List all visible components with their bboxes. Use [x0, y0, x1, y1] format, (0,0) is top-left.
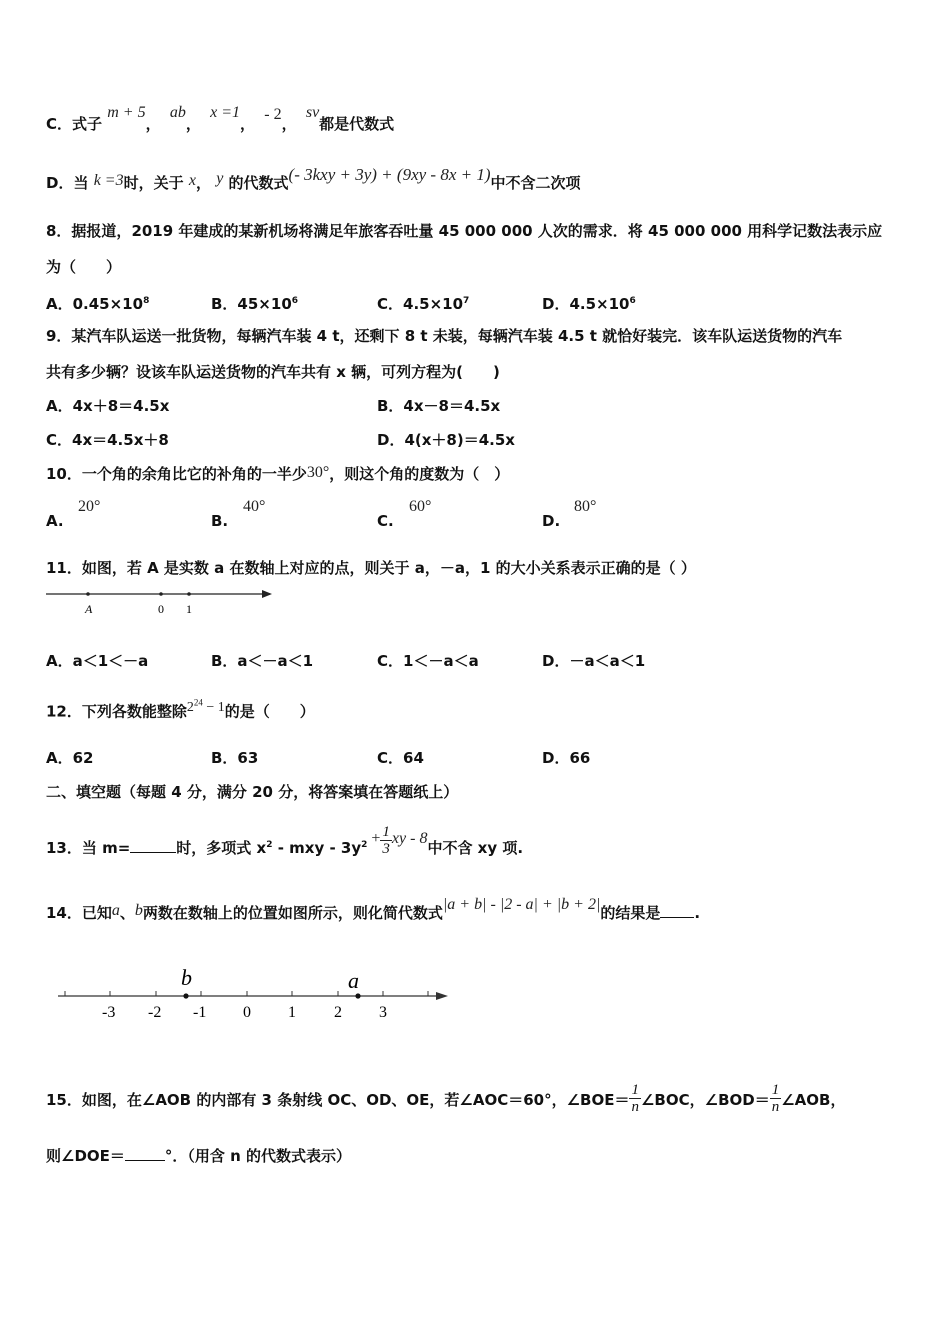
- sep: ，: [145, 115, 161, 133]
- q12-option-c: C．64: [377, 749, 424, 767]
- q12-exp: 24: [193, 697, 203, 707]
- expr-x-eq-1: x =1: [210, 104, 241, 121]
- q8-option-d-exp: 6: [629, 296, 636, 306]
- q10-angle: 30°: [306, 464, 330, 481]
- q10-suffix: ，则这个角的度数为（ ）: [329, 465, 510, 483]
- q14-sep: 、: [119, 904, 135, 922]
- expr-k-eq-3: k =3: [93, 172, 124, 189]
- q8-line2: 为（ ）: [46, 258, 122, 276]
- q13-mid: 时，多项式 x: [176, 839, 267, 857]
- q15-frac2-den: n: [771, 1099, 780, 1115]
- q7-c-prefix: C．式子: [46, 115, 103, 133]
- q8-option-b: [211, 291, 298, 314]
- axis-arrow: [262, 590, 272, 598]
- q14-stem: [46, 896, 701, 924]
- q8-option-d: [542, 291, 636, 314]
- q9-option-a: A．4x＋8＝4.5x: [46, 397, 170, 415]
- q10-option-a-value: 20°: [78, 498, 101, 515]
- q10-option-b-value: 40°: [243, 498, 266, 515]
- point-0-dot: [159, 592, 163, 596]
- q8-option-a-exp: 8: [143, 296, 150, 306]
- q15-line1a: 15．如图，在∠AOB 的内部有 3 条射线 OC、OD、OE，若∠AOC＝60°，∠BOE＝: [46, 1091, 630, 1109]
- q15-line2b: °．（用含 n 的代数式表示）: [164, 1147, 352, 1165]
- q13-plus: +: [367, 830, 381, 847]
- q10-option-a-label: A.: [46, 512, 64, 530]
- point-1-dot: [187, 592, 191, 596]
- q8-option-c: [377, 291, 469, 314]
- q10-option-d-value: 80°: [574, 498, 597, 515]
- q9-option-d: D．4(x＋8)＝4.5x: [377, 431, 515, 449]
- point-0-label: 0: [158, 602, 164, 616]
- q10-option-d-label: D.: [542, 512, 561, 530]
- expr-m-plus-5: m + 5: [107, 104, 146, 121]
- tick-label-0: 0: [243, 1004, 251, 1021]
- expr-x: x: [188, 172, 196, 189]
- expr-y: y: [216, 170, 224, 187]
- q15-line2a: 则∠DOE＝: [46, 1147, 125, 1165]
- q8-option-b-label: B．45×10: [211, 295, 292, 313]
- q11-number-line: [46, 584, 276, 620]
- tick-label-1: 1: [288, 1004, 296, 1021]
- expr-minus-2: - 2: [264, 106, 282, 123]
- q11-option-c: C．1＜－a＜a: [377, 652, 479, 670]
- q15-fraction-1: [629, 1082, 641, 1115]
- point-a-dot: [355, 993, 360, 998]
- point-1-label: 1: [186, 602, 192, 616]
- tick-label-minus-2: -2: [148, 1004, 162, 1021]
- q15-fraction-2: [770, 1082, 782, 1115]
- q10-stem: [46, 464, 509, 485]
- q9-option-c: C．4x＝4.5x＋8: [46, 431, 169, 449]
- q13-mid2: - mxy - 3y: [272, 839, 362, 857]
- q8-line1: 8．据报道，2019 年建成的某新机场将满足年旅客吞吐量 45 000 000 人次的需求．将 45 000 000 用科学记数法表示应: [46, 222, 883, 240]
- point-b-label: b: [181, 965, 192, 990]
- q13-sq2: 2: [361, 840, 368, 850]
- q12-base: 2: [186, 699, 194, 715]
- q12-option-d: D．66: [542, 749, 591, 767]
- q13-tail: xy - 8: [391, 830, 428, 847]
- q13-answer-blank[interactable]: [130, 838, 176, 853]
- q15-frac1-num: 1: [631, 1082, 639, 1098]
- q8-option-a-label: A．0.45×10: [46, 295, 144, 313]
- q13-sq: 2: [266, 840, 273, 850]
- q7-option-c: [46, 104, 395, 135]
- q8-option-d-label: D．4.5×10: [542, 295, 630, 313]
- q9-option-b: B．4x－8＝4.5x: [377, 397, 501, 415]
- q7-option-d: D．当 k =3时，关于 x， y 的代数式(- 3kxy + 3y) + (9xy - 8x + 1)中不含二次项: [46, 165, 581, 192]
- q14-end: .: [694, 904, 701, 922]
- q14-expression: |a + b| - |2 - a| + |b + 2|: [442, 896, 601, 913]
- q13-stem: [46, 824, 524, 865]
- tick-label-2: 2: [334, 1004, 342, 1021]
- q14-prefix: 14．已知: [46, 904, 112, 922]
- q8-option-c-exp: 7: [463, 296, 470, 306]
- q11-option-b: B．a＜－a＜1: [211, 652, 314, 670]
- q14-a: a: [111, 902, 120, 919]
- q14-b: b: [134, 902, 143, 919]
- tick-label-3: 3: [379, 1004, 387, 1021]
- q13-frac-den: 3: [382, 841, 390, 857]
- q13-fraction: [380, 824, 392, 857]
- point-a-dot: [86, 592, 90, 596]
- q9-line2: 共有多少辆？设该车队运送货物的汽车共有 x 辆，可列方程为( ): [46, 363, 500, 381]
- q12-suffix: 的是（ ）: [224, 702, 315, 721]
- sep: ，: [185, 115, 201, 133]
- point-a-label: a: [348, 968, 359, 993]
- q9-line1: 9．某汽车队运送一批货物，每辆汽车装 4 t，还剩下 8 t 未装，每辆汽车装 4.5 t 就恰好装完．该车队运送货物的汽车: [46, 327, 843, 345]
- q11-stem: 11．如图，若 A 是实数 a 在数轴上对应的点，则关于 a，－a，1 的大小关系表示正确的是（ ）: [46, 559, 696, 577]
- q15-line1c: ∠AOB，: [781, 1091, 846, 1109]
- q12-prefix: 12．下列各数能整除: [46, 702, 187, 721]
- q10-option-c-value: 60°: [409, 498, 432, 515]
- q14-answer-blank[interactable]: [660, 903, 694, 918]
- q10-option-b-label: B.: [211, 512, 229, 530]
- q15-line2: [46, 1146, 351, 1166]
- q13-prefix: 13．当 m=: [46, 839, 131, 857]
- q13-suffix: 中不含 xy 项.: [427, 839, 524, 857]
- q14-suffix: 的结果是: [600, 904, 661, 922]
- q14-mid: 两数在数轴上的位置如图所示，则化简代数式: [142, 904, 443, 922]
- expr-polynomial: (- 3kxy + 3y) + (9xy - 8x + 1): [288, 165, 491, 184]
- q12-option-b: B．63: [211, 749, 259, 767]
- q11-option-d: D．－a＜a＜1: [542, 652, 646, 670]
- q7-c-suffix: 都是代数式: [319, 115, 395, 133]
- section-2-heading: 二、填空题（每题 4 分，满分 20 分，将答案填在答题纸上）: [46, 783, 459, 801]
- q12-stem: [46, 698, 315, 724]
- q14-number-line: [56, 962, 456, 1024]
- q15-line1b: ∠BOC，∠BOD＝: [640, 1091, 770, 1109]
- q10-option-c-label: C.: [377, 512, 394, 530]
- q10-prefix: 10．一个角的余角比它的补角的一半少: [46, 465, 307, 483]
- q15-line1: [46, 1084, 845, 1117]
- axis-arrow: [436, 992, 448, 1000]
- sep: ，: [240, 115, 256, 133]
- q11-option-a: A．a＜1＜－a: [46, 652, 149, 670]
- q13-frac-num: 1: [382, 824, 390, 840]
- q7-d-suffix: 中不含二次项: [490, 174, 581, 192]
- tick-label-minus-3: -3: [102, 1004, 116, 1021]
- expr-sv: sv: [305, 104, 320, 121]
- q8-option-c-label: C．4.5×10: [377, 295, 464, 313]
- q7-d-mid: 时，关于: [123, 174, 184, 192]
- q8-option-a: [46, 291, 149, 314]
- q15-answer-blank[interactable]: [125, 1146, 165, 1161]
- expr-ab: ab: [169, 104, 186, 121]
- q12-minus-one: − 1: [202, 699, 225, 715]
- point-b-dot: [183, 993, 188, 998]
- q15-frac2-num: 1: [771, 1082, 780, 1098]
- q12-option-a: A．62: [46, 749, 94, 767]
- point-a-label: A: [85, 602, 93, 616]
- q7-d-prefix: D．当: [46, 174, 89, 192]
- q15-frac1-den: n: [631, 1099, 639, 1115]
- tick-label-minus-1: -1: [193, 1004, 207, 1021]
- q7-d-mid2: 的代数式: [228, 174, 289, 192]
- q8-option-b-exp: 6: [291, 296, 299, 306]
- sep: ，: [281, 115, 297, 133]
